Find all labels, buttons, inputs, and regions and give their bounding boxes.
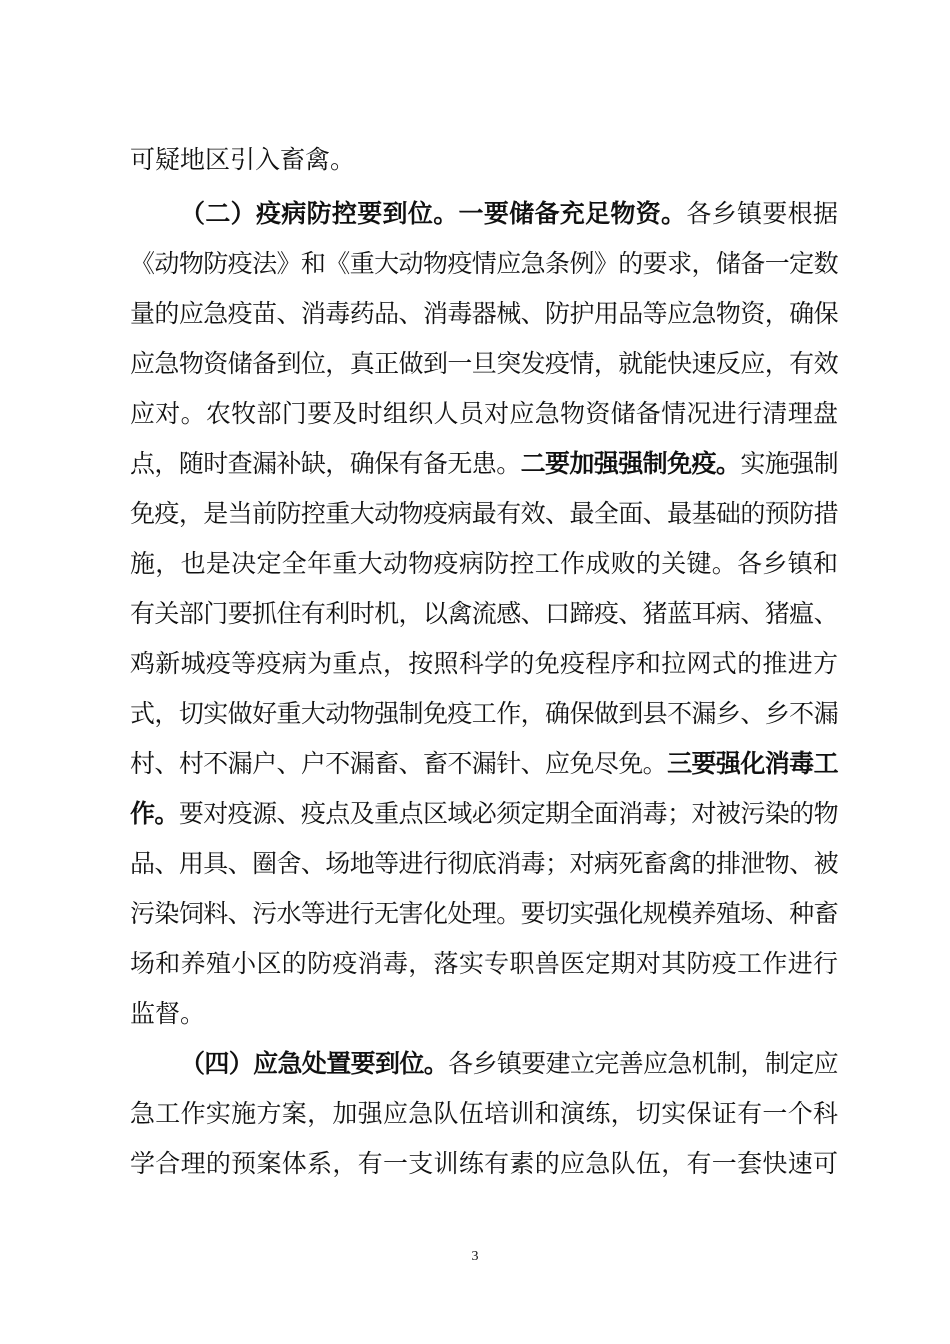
text-line-1 [130, 143, 838, 177]
bold-heading-segment: 三要强化消毒工 [667, 749, 839, 778]
bold-heading-segment: （二）疫病防控要到位。一要储备充足物资。 [180, 199, 687, 228]
page-number: 3 [471, 1249, 479, 1264]
text-segment: 污染饲料、污水等进行无害化处理。要切实强化规模养殖场、种畜 [130, 899, 838, 928]
text-line-13 [130, 747, 838, 781]
text-segment: 式，切实做好重大动物强制免疫工作，确保做到县不漏乡、乡不漏 [130, 699, 838, 728]
text-segment: 可疑地区引入畜禽。 [130, 145, 356, 174]
bold-heading-segment: 作。 [130, 799, 179, 828]
text-line-19 [180, 1047, 838, 1081]
text-segment: 免疫，是当前防控重大动物疫病最有效、最全面、最基础的预防措 [130, 499, 838, 528]
text-line-7 [130, 447, 838, 481]
text-segment: 各乡镇要建立完善应急机制，制定应 [448, 1049, 838, 1078]
bold-heading-segment: （四）应急处置要到位。 [180, 1049, 449, 1078]
text-segment: 《动物防疫法》和《重大动物疫情应急条例》的要求，储备一定数 [130, 249, 838, 278]
text-line-5 [130, 347, 838, 381]
text-line-3 [130, 247, 838, 281]
text-line-17 [130, 947, 838, 981]
text-segment: 实施强制 [740, 449, 838, 478]
text-line-2 [180, 197, 838, 231]
text-line-11 [130, 647, 838, 681]
text-line-8 [130, 497, 838, 531]
text-line-12 [130, 697, 838, 731]
text-line-18 [130, 997, 838, 1031]
text-line-20 [130, 1097, 838, 1131]
text-line-16 [130, 897, 838, 931]
text-segment: 各乡镇要根据 [686, 199, 838, 228]
text-line-21 [130, 1147, 838, 1181]
text-line-4 [130, 297, 838, 331]
text-line-15 [130, 847, 838, 881]
text-segment: 品、用具、圈舍、场地等进行彻底消毒；对病死畜禽的排泄物、被 [130, 849, 838, 878]
text-segment: 应对。农牧部门要及时组织人员对应急物资储备情况进行清理盘 [130, 399, 838, 428]
text-segment: 村、村不漏户、户不漏畜、畜不漏针、应免尽免。 [130, 749, 668, 778]
text-line-9 [130, 547, 838, 581]
text-segment: 要对疫源、疫点及重点区域必须定期全面消毒；对被污染的物 [178, 799, 838, 828]
text-line-14 [130, 797, 838, 831]
text-segment: 鸡新城疫等疫病为重点，按照科学的免疫程序和拉网式的推进方 [130, 649, 838, 678]
text-segment: 点，随时查漏补缺，确保有备无患。 [130, 449, 521, 478]
text-line-10 [130, 597, 838, 631]
text-segment: 施，也是决定全年重大动物疫病防控工作成败的关键。各乡镇和 [130, 549, 838, 578]
bold-heading-segment: 二要加强强制免疫。 [520, 449, 741, 478]
text-segment: 学合理的预案体系，有一支训练有素的应急队伍，有一套快速可 [130, 1149, 838, 1178]
text-segment: 应急物资储备到位，真正做到一旦突发疫情，就能快速反应，有效 [130, 349, 838, 378]
text-segment: 急工作实施方案，加强应急队伍培训和演练，切实保证有一个科 [130, 1099, 838, 1128]
text-line-6 [130, 397, 838, 431]
text-segment: 有关部门要抓住有利时机，以禽流感、口蹄疫、猪蓝耳病、猪瘟、 [130, 599, 838, 628]
text-segment: 监督。 [130, 999, 206, 1028]
text-segment: 场和养殖小区的防疫消毒，落实专职兽医定期对其防疫工作进行 [130, 949, 838, 978]
text-segment: 量的应急疫苗、消毒药品、消毒器械、防护用品等应急物资，确保 [130, 299, 838, 328]
